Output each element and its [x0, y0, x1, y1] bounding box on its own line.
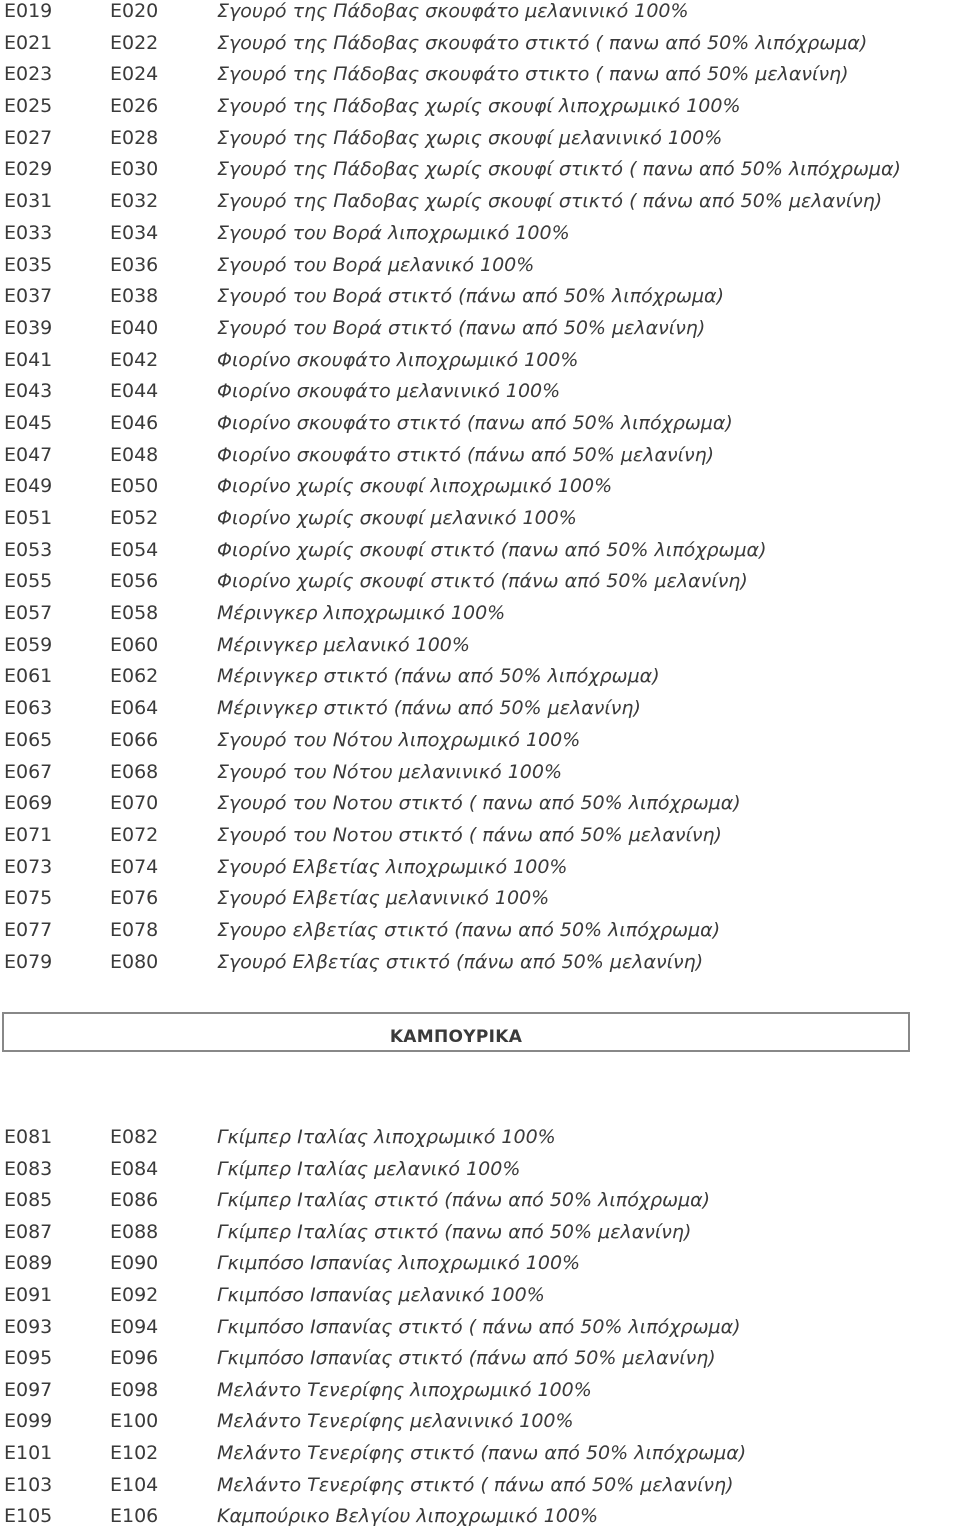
list-row — [0, 1406, 960, 1438]
species-list-bottom — [0, 1122, 960, 1533]
list-row — [0, 1217, 960, 1249]
description: Σγουρό του Νοτου στικτό ( πανω από 50% λιπόχρωμα) — [217, 792, 741, 815]
code-secondary: E036 — [110, 253, 159, 276]
list-row — [0, 820, 960, 852]
description: Μελάντο Τενερίφης στικτό (πανω από 50% λιπόχρωμα) — [217, 1441, 747, 1464]
list-row — [0, 376, 960, 408]
code-secondary: E096 — [110, 1347, 159, 1370]
list-row — [0, 535, 960, 567]
description: Σγουρό του Νότου μελανινικό 100% — [217, 760, 563, 783]
code-secondary: E030 — [110, 158, 159, 181]
code-primary: E065 — [4, 728, 53, 751]
description: Φιορίνο χωρίς σκουφί λιποχρωμικό 100% — [217, 475, 613, 498]
description: Φιορίνο χωρίς σκουφί στικτό (πανω από 50% λιπόχρωμα) — [217, 538, 767, 561]
description: Σγουρό της Πάδοβας χωρίς σκουφί στικτό ( πανω από 50% λιπόχρωμα) — [217, 158, 901, 181]
list-row — [0, 123, 960, 155]
code-primary: E059 — [4, 633, 53, 656]
list-row — [0, 281, 960, 313]
list-row — [0, 788, 960, 820]
code-primary: E085 — [4, 1189, 53, 1212]
code-primary: E095 — [4, 1347, 53, 1370]
code-secondary: E040 — [110, 316, 159, 339]
code-primary: E033 — [4, 221, 53, 244]
description: Σγουρό του Βορά μελανικό 100% — [217, 253, 535, 276]
list-row — [0, 1154, 960, 1186]
list-row — [0, 1438, 960, 1470]
list-row — [0, 757, 960, 789]
list-row — [0, 1343, 960, 1375]
code-secondary: E042 — [110, 348, 159, 371]
description: Μελάντο Τενερίφης στικτό ( πάνω από 50% μελανίνη) — [217, 1473, 734, 1496]
code-secondary: E032 — [110, 190, 159, 213]
code-secondary: E104 — [110, 1473, 159, 1496]
description: Σγουρό του Βορά λιποχρωμικό 100% — [217, 221, 570, 244]
description: Καμπούρικο Βελγίου λιποχρωμικό 100% — [217, 1505, 599, 1528]
description: Σγουρό του Νότου λιποχρωμικό 100% — [217, 728, 581, 751]
description: Γκιμπόσο Ισπανίας στικτό (πάνω από 50% μελανίνη) — [217, 1347, 716, 1370]
list-row — [0, 1501, 960, 1533]
list-row — [0, 883, 960, 915]
code-primary: E019 — [4, 0, 53, 22]
code-primary: E071 — [4, 823, 53, 846]
description: Μελάντο Τενερίφης μελανινικό 100% — [217, 1410, 574, 1433]
code-primary: E081 — [4, 1126, 53, 1148]
code-secondary: E094 — [110, 1315, 159, 1338]
list-row — [0, 313, 960, 345]
code-primary: E053 — [4, 538, 53, 561]
code-primary: E057 — [4, 602, 53, 625]
code-secondary: E066 — [110, 728, 159, 751]
code-primary: E061 — [4, 665, 53, 688]
list-row — [0, 1185, 960, 1217]
code-primary: E031 — [4, 190, 53, 213]
description: Σγουρο ελβετίας στικτό (πανω από 50% λιπόχρωμα) — [217, 918, 721, 941]
description: Μέρινγκερ στικτό (πάνω από 50% λιπόχρωμα) — [217, 665, 660, 688]
code-secondary: E056 — [110, 570, 159, 593]
list-row — [0, 1312, 960, 1344]
description: Φιορίνο σκουφάτο μελανινικό 100% — [217, 380, 561, 403]
code-secondary: E084 — [110, 1157, 159, 1180]
list-row — [0, 725, 960, 757]
code-secondary: E102 — [110, 1441, 159, 1464]
description: Σγουρό της Πάδοβας σκουφάτο στικτο ( πανω από 50% μελανίνη) — [217, 63, 849, 86]
code-secondary: E062 — [110, 665, 159, 688]
code-secondary: E048 — [110, 443, 159, 466]
code-secondary: E082 — [110, 1126, 159, 1148]
code-secondary: E022 — [110, 31, 159, 54]
description: Σγουρό της Πάδοβας χωρίς σκουφί λιποχρωμικό 100% — [217, 95, 741, 118]
code-secondary: E090 — [110, 1252, 159, 1275]
code-primary: E029 — [4, 158, 53, 181]
code-primary: E099 — [4, 1410, 53, 1433]
list-row — [0, 852, 960, 884]
list-row — [0, 0, 960, 28]
list-row — [0, 471, 960, 503]
code-secondary: E074 — [110, 855, 159, 878]
list-row — [0, 345, 960, 377]
list-row — [0, 186, 960, 218]
list-row — [0, 915, 960, 947]
section-header — [2, 1012, 910, 1052]
code-secondary: E100 — [110, 1410, 159, 1433]
code-secondary: E026 — [110, 95, 159, 118]
code-primary: E063 — [4, 697, 53, 720]
code-primary: E055 — [4, 570, 53, 593]
code-primary: E049 — [4, 475, 53, 498]
description: Γκιμπόσο Ισπανίας στικτό ( πάνω από 50% λιπόχρωμα) — [217, 1315, 741, 1338]
code-secondary: E080 — [110, 950, 159, 973]
code-secondary: E058 — [110, 602, 159, 625]
code-secondary: E092 — [110, 1283, 159, 1306]
code-primary: E045 — [4, 411, 53, 434]
code-secondary: E034 — [110, 221, 159, 244]
description: Σγουρό της Παδοβας χωρίς σκουφί στικτό ( πάνω από 50% μελανίνη) — [217, 190, 883, 213]
code-primary: E091 — [4, 1283, 53, 1306]
code-secondary: E024 — [110, 63, 159, 86]
code-primary: E039 — [4, 316, 53, 339]
code-primary: E087 — [4, 1220, 53, 1243]
list-row — [0, 218, 960, 250]
description: Φιορίνο σκουφάτο στικτό (πάνω από 50% μελανίνη) — [217, 443, 715, 466]
code-primary: E079 — [4, 950, 53, 973]
description: Γκιμπόσο Ισπανίας μελανικό 100% — [217, 1283, 545, 1306]
description: Γκιμπόσο Ισπανίας λιποχρωμικό 100% — [217, 1252, 581, 1275]
description: Μέρινγκερ στικτό (πάνω από 50% μελανίνη) — [217, 697, 641, 720]
code-primary: E043 — [4, 380, 53, 403]
list-row — [0, 91, 960, 123]
description: Σγουρό της Πάδοβας σκουφάτο στικτό ( πανω από 50% λιπόχρωμα) — [217, 31, 868, 54]
description: Γκίμπερ Ιταλίας μελανικό 100% — [217, 1157, 521, 1180]
code-primary: E025 — [4, 95, 53, 118]
code-primary: E041 — [4, 348, 53, 371]
description: Φιορίνο σκουφάτο στικτό (πανω από 50% λιπόχρωμα) — [217, 411, 733, 434]
description: Σγουρό του Βορά στικτό (πάνω από 50% λιπόχρωμα) — [217, 285, 724, 308]
code-secondary: E072 — [110, 823, 159, 846]
code-primary: E093 — [4, 1315, 53, 1338]
description: Σγουρό Ελβετίας μελανινικό 100% — [217, 887, 550, 910]
code-primary: E035 — [4, 253, 53, 276]
description: Σγουρό του Νοτου στικτό ( πάνω από 50% μελανίνη) — [217, 823, 722, 846]
code-secondary: E054 — [110, 538, 159, 561]
code-secondary: E068 — [110, 760, 159, 783]
list-row — [0, 440, 960, 472]
code-primary: E073 — [4, 855, 53, 878]
description: Σγουρό της Πάδοβας χωρις σκουφί μελανινικό 100% — [217, 126, 723, 149]
code-secondary: E076 — [110, 887, 159, 910]
description: Σγουρό της Πάδοβας σκουφάτο μελανινικό 100% — [217, 0, 689, 22]
code-primary: E075 — [4, 887, 53, 910]
list-row — [0, 28, 960, 60]
description: Σγουρό Ελβετίας λιποχρωμικό 100% — [217, 855, 568, 878]
code-primary: E047 — [4, 443, 53, 466]
code-secondary: E050 — [110, 475, 159, 498]
list-row — [0, 693, 960, 725]
description: Γκίμπερ Ιταλίας στικτό (πανω από 50% μελανίνη) — [217, 1220, 692, 1243]
code-secondary: E064 — [110, 697, 159, 720]
code-secondary: E070 — [110, 792, 159, 815]
list-row — [0, 598, 960, 630]
description: Σγουρό του Βορά στικτό (πανω από 50% μελανίνη) — [217, 316, 706, 339]
code-primary: E103 — [4, 1473, 53, 1496]
code-primary: E101 — [4, 1441, 53, 1464]
code-primary: E037 — [4, 285, 53, 308]
code-secondary: E052 — [110, 507, 159, 529]
list-row — [0, 566, 960, 598]
code-secondary: E038 — [110, 285, 159, 308]
description: Γκίμπερ Ιταλίας λιποχρωμικό 100% — [217, 1126, 556, 1148]
list-row — [0, 408, 960, 440]
code-secondary: E078 — [110, 918, 159, 941]
list-row — [0, 1248, 960, 1280]
list-row — [0, 154, 960, 186]
code-secondary: E060 — [110, 633, 159, 656]
list-row — [0, 947, 960, 979]
list-row — [0, 1375, 960, 1407]
code-primary: E023 — [4, 63, 53, 86]
description: Φιορίνο σκουφάτο λιποχρωμικό 100% — [217, 348, 579, 371]
section-title: ΚΑΜΠΟΥΡΙΚΑ — [389, 1027, 523, 1047]
list-row — [0, 503, 960, 535]
list-row — [0, 250, 960, 282]
description: Φιορίνο χωρίς σκουφί στικτό (πάνω από 50% μελανίνη) — [217, 570, 748, 593]
code-primary: E027 — [4, 126, 53, 149]
code-primary: E083 — [4, 1157, 53, 1180]
description: Γκίμπερ Ιταλίας στικτό (πάνω από 50% λιπόχρωμα) — [217, 1189, 711, 1212]
code-primary: E051 — [4, 507, 53, 529]
description: Μέρινγκερ μελανικό 100% — [217, 633, 470, 656]
code-secondary: E106 — [110, 1505, 159, 1528]
code-secondary: E098 — [110, 1378, 159, 1401]
list-row — [0, 59, 960, 91]
list-row — [0, 661, 960, 693]
code-primary: E077 — [4, 918, 53, 941]
code-secondary: E046 — [110, 411, 159, 434]
description: Μέρινγκερ λιποχρωμικό 100% — [217, 602, 506, 625]
description: Σγουρό Ελβετίας στικτό (πάνω από 50% μελανίνη) — [217, 950, 704, 973]
code-primary: E021 — [4, 31, 53, 54]
code-secondary: E044 — [110, 380, 159, 403]
code-secondary: E086 — [110, 1189, 159, 1212]
code-secondary: E028 — [110, 126, 159, 149]
code-primary: E069 — [4, 792, 53, 815]
code-secondary: E088 — [110, 1220, 159, 1243]
code-primary: E097 — [4, 1378, 53, 1401]
code-primary: E067 — [4, 760, 53, 783]
list-row — [0, 630, 960, 662]
description: Φιορίνο χωρίς σκουφί μελανικό 100% — [217, 507, 577, 529]
list-row — [0, 1122, 960, 1154]
list-row — [0, 1470, 960, 1502]
code-primary: E105 — [4, 1505, 53, 1528]
code-secondary: E020 — [110, 0, 159, 22]
description: Μελάντο Τενερίφης λιποχρωμικό 100% — [217, 1378, 592, 1401]
list-row — [0, 1280, 960, 1312]
code-primary: E089 — [4, 1252, 53, 1275]
